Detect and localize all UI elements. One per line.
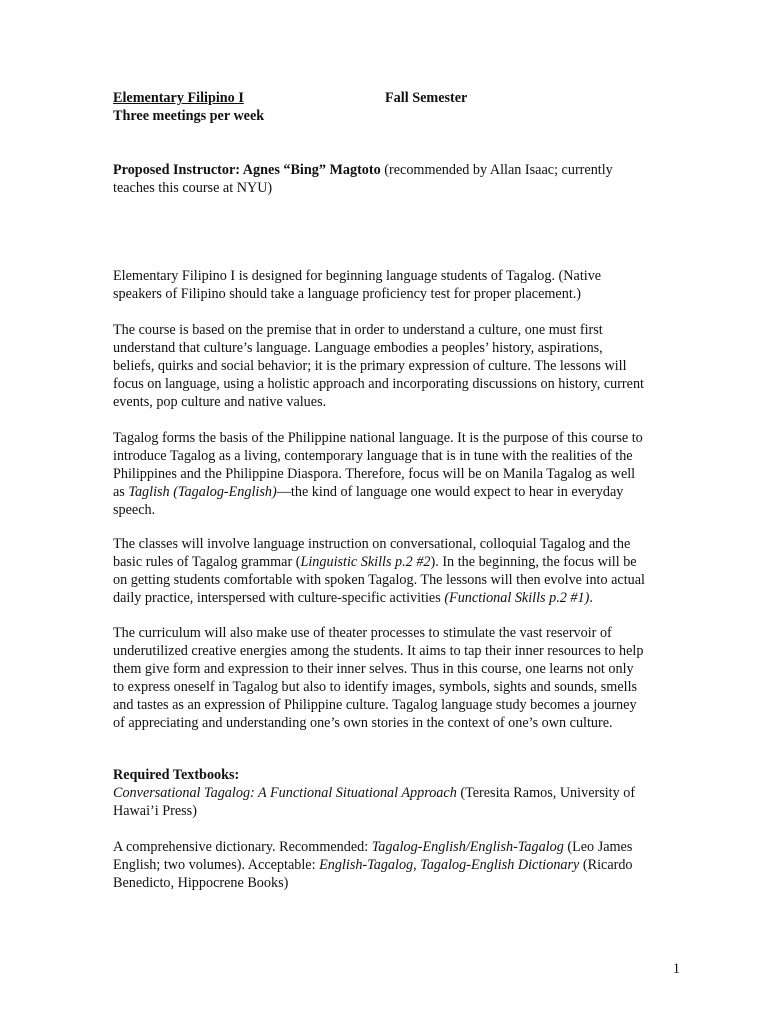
course-title: Elementary Filipino I (113, 90, 244, 106)
paragraph-fragment: understand that culture’s language (113, 340, 308, 356)
paragraph-fragment: —the kind of language one would expect to hear in everyday (276, 484, 624, 500)
functional-skills-reference: (Functional Skills p.2 #1) (444, 590, 590, 606)
page-number: 1 (672, 961, 680, 977)
dictionary-fragment: A comprehensive dictionary. Recommended: (113, 839, 372, 855)
paragraph-line: beliefs, quirks and social behavior; it is the primary expression of culture. The lessons will (113, 358, 627, 374)
linguistic-skills-reference: Linguistic Skills p.2 #2 (300, 554, 431, 570)
course-header-line (113, 89, 683, 107)
paragraph-line (113, 483, 683, 501)
acceptable-dictionary-title: English-Tagalog, Tagalog-English Dictionary (319, 857, 580, 873)
textbook-title: Conversational Tagalog: A Functional Situational Approach (113, 785, 457, 801)
paragraph-line: of appreciating and understanding one’s own stories in the context of one’s own culture. (113, 715, 613, 731)
semester-label: Fall Semester (385, 90, 468, 106)
dictionary-fragment: English; two volumes). Acceptable: (113, 857, 320, 873)
dictionary-section (113, 838, 683, 892)
paragraph-line: on getting students comfortable with spoken Tagalog. The lessons will then evolve into actual (113, 572, 645, 588)
paragraph-line: The classes will involve language instruction on conversational, colloquial Tagalog and the (113, 536, 631, 552)
paragraph-line: Tagalog forms the basis of the Philippine national language. It is the purpose of this course to (113, 430, 643, 446)
paragraph-line: to express oneself in Tagalog but also to identify images, symbols, sights and sounds, smells (113, 679, 638, 695)
paragraph-line: speech. (113, 502, 156, 518)
paragraph-line (113, 589, 683, 607)
meetings-per-week: Three meetings per week (113, 108, 265, 124)
paragraph-line: and tastes as an expression of Philippine culture. Tagalog language study becomes a journey (113, 697, 637, 713)
dictionary-fragment: (Ricardo (579, 857, 633, 873)
textbook-details: (Teresita Ramos, University of (456, 785, 636, 801)
paragraph-fragment: ). In the beginning, the focus will be (430, 554, 637, 570)
instructor-label: Proposed Instructor: Agnes “Bing” Magtoto (113, 162, 381, 178)
textbook-line: Hawai’i Press) (113, 803, 197, 819)
taglish-term: Taglish (Tagalog-English) (128, 484, 277, 500)
paragraph-line: underutilized creative energies among the students. It aims to tap their inner resources to help (113, 643, 644, 659)
dictionary-fragment: (Leo James (563, 839, 633, 855)
dictionary-line (113, 856, 683, 874)
paragraph-line: events, pop culture and native values. (113, 394, 327, 410)
paragraph-fragment: as (113, 484, 129, 500)
course-header (113, 89, 683, 125)
paragraph-fragment: daily practice, interspersed with culture-specific activities (113, 590, 445, 606)
instructor-line-1 (113, 161, 683, 179)
instructor-note: (recommended by Allan Isaac; currently (380, 162, 613, 178)
paragraph-fragment: . (589, 590, 593, 606)
textbook-line (113, 784, 683, 802)
paragraph-line: focus on language, using a holistic approach and incorporating discussions on history, current (113, 376, 644, 392)
paragraph-line: The course is based on the premise that in order to understand a culture, one must first (113, 322, 603, 338)
instructor-section (113, 161, 683, 197)
document-page (113, 0, 683, 1024)
paragraph-classes (113, 535, 683, 607)
dictionary-line (113, 838, 683, 856)
paragraph-curriculum (113, 624, 683, 732)
instructor-line-2: teaches this course at NYU) (113, 180, 273, 196)
paragraph-line: Elementary Filipino I is designed for beginning language students of Tagalog. (Native (113, 268, 602, 284)
paragraph-line: speakers of Filipino should take a language proficiency test for proper placement.) (113, 286, 582, 302)
paragraph-line: introduce Tagalog as a living, contemporary language that is in tune with the realities of the (113, 448, 633, 464)
paragraph-tagalog (113, 429, 683, 519)
recommended-dictionary-title: Tagalog-English/English-Tagalog (371, 839, 564, 855)
paragraph-line (113, 339, 683, 357)
paragraph-premise (113, 321, 683, 411)
paragraph-intro (113, 267, 683, 303)
paragraph-line (113, 553, 683, 571)
textbooks-heading: Required Textbooks: (113, 767, 240, 783)
paragraph-line: The curriculum will also make use of theater processes to stimulate the vast reservoir of (113, 625, 612, 641)
paragraph-line: Philippines and the Philippine Diaspora. Therefore, focus will be on Manila Tagalog as well (113, 466, 636, 482)
paragraph-line: them give form and expression to their inner selves. Thus in this course, one learns not only (113, 661, 634, 677)
dictionary-line: Benedicto, Hippocrene Books) (113, 875, 289, 891)
textbooks-section (113, 766, 683, 820)
paragraph-fragment: basic rules of Tagalog grammar ( (113, 554, 301, 570)
paragraph-fragment-bold: . Language embodies a peoples’ history, aspirations, (307, 340, 603, 356)
